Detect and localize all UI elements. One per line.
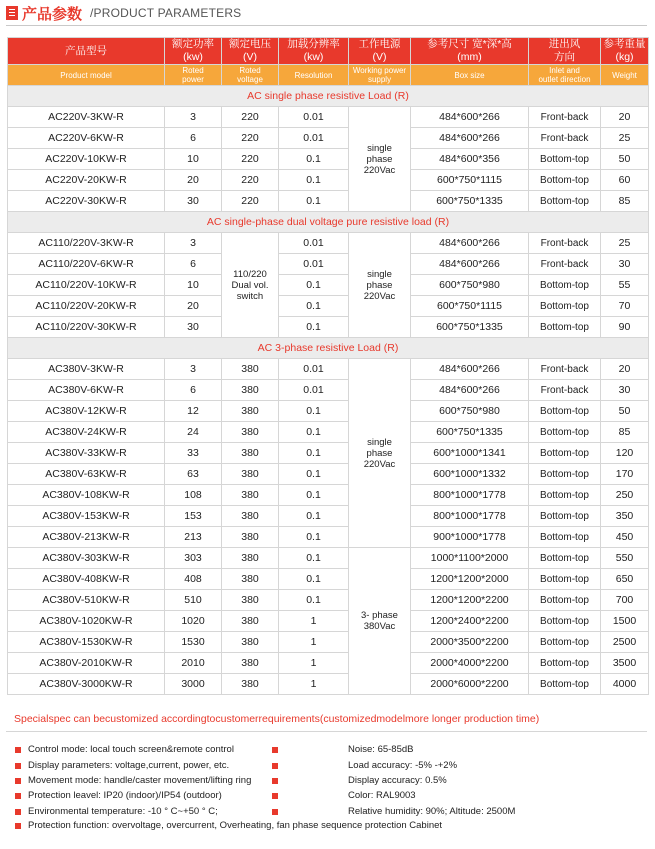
weight-cell: 30 — [601, 254, 649, 275]
table-row — [8, 170, 649, 191]
voltage-cell: 380 — [222, 443, 279, 464]
header-row-en — [8, 65, 649, 86]
bullet-icon — [15, 747, 21, 753]
resolution-cell: 0.1 — [279, 170, 349, 191]
model-cell: AC380V-63KW-R — [8, 464, 165, 485]
col-header-en: Roted power — [165, 65, 222, 86]
model-cell: AC380V-108KW-R — [8, 485, 165, 506]
bullet-icon — [272, 778, 278, 784]
box-size-cell: 600*750*1115 — [411, 296, 529, 317]
direction-cell: Bottom-top — [529, 506, 601, 527]
col-header-cn: 额定电压 (V) — [222, 38, 279, 65]
power-cell: 3000 — [165, 674, 222, 695]
resolution-cell: 0.1 — [279, 464, 349, 485]
supply-label-line: single — [367, 436, 392, 448]
model-cell: AC380V-2010KW-R — [8, 653, 165, 674]
resolution-cell: 0.01 — [279, 359, 349, 380]
voltage-cell: 380 — [222, 422, 279, 443]
voltage-cell: 380 — [222, 632, 279, 653]
resolution-cell: 1 — [279, 611, 349, 632]
resolution-cell: 0.1 — [279, 422, 349, 443]
weight-cell: 2500 — [601, 632, 649, 653]
power-cell: 30 — [165, 317, 222, 338]
resolution-cell: 0.01 — [279, 107, 349, 128]
model-cell: AC220V-3KW-R — [8, 107, 165, 128]
direction-cell: Bottom-top — [529, 296, 601, 317]
power-cell: 1020 — [165, 611, 222, 632]
voltage-cell: 380 — [222, 401, 279, 422]
direction-cell: Bottom-top — [529, 611, 601, 632]
feature-item: Control mode: local touch screen&remote control — [28, 744, 234, 755]
direction-cell: Bottom-top — [529, 674, 601, 695]
direction-cell: Front-back — [529, 233, 601, 254]
table-row — [8, 191, 649, 212]
weight-cell: 60 — [601, 170, 649, 191]
table-row — [8, 443, 649, 464]
voltage-cell: 380 — [222, 653, 279, 674]
power-cell: 1530 — [165, 632, 222, 653]
power-cell: 408 — [165, 569, 222, 590]
power-cell: 108 — [165, 485, 222, 506]
col-header-cn: 参考重量 (kg) — [601, 38, 649, 65]
box-size-cell: 2000*6000*2200 — [411, 674, 529, 695]
weight-cell: 20 — [601, 107, 649, 128]
box-size-cell: 1200*1200*2200 — [411, 590, 529, 611]
resolution-cell: 1 — [279, 674, 349, 695]
section-title: AC single-phase dual voltage pure resistive load (R) — [8, 212, 649, 233]
table-row — [8, 401, 649, 422]
section-title: AC single phase resistive Load (R) — [8, 86, 649, 107]
box-size-cell: 1200*1200*2000 — [411, 569, 529, 590]
weight-cell: 120 — [601, 443, 649, 464]
direction-cell: Bottom-top — [529, 569, 601, 590]
box-size-cell: 484*600*266 — [411, 380, 529, 401]
feature-item: Protection function: overvoltage, overcurrent, Overheating, fan phase sequence protection Cabinet — [28, 820, 443, 831]
supply-merged-cell — [349, 359, 411, 548]
direction-cell: Bottom-top — [529, 149, 601, 170]
resolution-cell: 0.1 — [279, 317, 349, 338]
supply-label-line: Dual vol. — [231, 279, 269, 291]
header-title-cn: 产品参数 — [22, 5, 83, 23]
power-cell: 63 — [165, 464, 222, 485]
table-row — [8, 422, 649, 443]
weight-cell: 700 — [601, 590, 649, 611]
box-size-cell: 484*600*266 — [411, 128, 529, 149]
supply-merged-cell — [349, 548, 411, 695]
table-row — [8, 149, 649, 170]
direction-cell: Front-back — [529, 107, 601, 128]
resolution-cell: 0.01 — [279, 254, 349, 275]
col-header-en: Roted voltage — [222, 65, 279, 86]
direction-cell: Bottom-top — [529, 443, 601, 464]
feature-item: Environmental temperature: -10 ° C~+50 ° C; — [28, 806, 218, 817]
model-cell: AC380V-213KW-R — [8, 527, 165, 548]
resolution-cell: 0.01 — [279, 128, 349, 149]
model-cell: AC380V-408KW-R — [8, 569, 165, 590]
section-row — [8, 86, 649, 107]
direction-cell: Bottom-top — [529, 653, 601, 674]
col-header-cn: 工作电源 (V) — [349, 38, 411, 65]
model-cell: AC220V-30KW-R — [8, 191, 165, 212]
direction-cell: Bottom-top — [529, 401, 601, 422]
supply-label-line: 220Vac — [363, 164, 396, 176]
weight-cell: 25 — [601, 233, 649, 254]
col-header-cn: 参考尺寸 宽*深*高 (mm) — [411, 38, 529, 65]
bullet-icon — [15, 793, 21, 799]
model-cell: AC380V-1530KW-R — [8, 632, 165, 653]
weight-cell: 450 — [601, 527, 649, 548]
box-size-cell: 600*1000*1332 — [411, 464, 529, 485]
table-row — [8, 611, 649, 632]
supply-label-line: switch — [236, 290, 264, 302]
power-cell: 12 — [165, 401, 222, 422]
table-row — [8, 653, 649, 674]
direction-cell: Bottom-top — [529, 422, 601, 443]
direction-cell: Bottom-top — [529, 170, 601, 191]
resolution-cell: 0.1 — [279, 149, 349, 170]
direction-cell: Front-back — [529, 380, 601, 401]
model-cell: AC380V-12KW-R — [8, 401, 165, 422]
resolution-cell: 0.1 — [279, 443, 349, 464]
weight-cell: 20 — [601, 359, 649, 380]
direction-cell: Bottom-top — [529, 485, 601, 506]
supply-label-line: phase — [366, 153, 393, 165]
model-cell: AC380V-303KW-R — [8, 548, 165, 569]
bullet-icon — [15, 809, 21, 815]
table-row — [8, 254, 649, 275]
voltage-cell: 380 — [222, 548, 279, 569]
box-size-cell: 600*750*980 — [411, 401, 529, 422]
table-row — [8, 485, 649, 506]
weight-cell: 30 — [601, 380, 649, 401]
weight-cell: 85 — [601, 191, 649, 212]
table-row — [8, 527, 649, 548]
resolution-cell: 0.1 — [279, 527, 349, 548]
table-row — [8, 107, 649, 128]
power-cell: 3 — [165, 107, 222, 128]
box-size-cell: 484*600*266 — [411, 107, 529, 128]
power-cell: 20 — [165, 170, 222, 191]
bullet-icon — [272, 747, 278, 753]
direction-cell: Front-back — [529, 128, 601, 149]
voltage-cell: 220 — [222, 191, 279, 212]
table-row — [8, 548, 649, 569]
resolution-cell: 1 — [279, 632, 349, 653]
weight-cell: 250 — [601, 485, 649, 506]
direction-cell: Bottom-top — [529, 191, 601, 212]
direction-cell: Bottom-top — [529, 464, 601, 485]
resolution-cell: 0.1 — [279, 296, 349, 317]
resolution-cell: 0.1 — [279, 590, 349, 611]
direction-cell: Bottom-top — [529, 317, 601, 338]
box-size-cell: 600*750*1335 — [411, 317, 529, 338]
col-header-cn: 加载分辨率 (kw) — [279, 38, 349, 65]
voltage-cell: 380 — [222, 506, 279, 527]
model-cell: AC380V-3KW-R — [8, 359, 165, 380]
box-size-cell: 900*1000*1778 — [411, 527, 529, 548]
supply-label-line: 220Vac — [363, 458, 396, 470]
table-row — [8, 590, 649, 611]
bullet-icon — [15, 823, 21, 829]
direction-cell: Bottom-top — [529, 527, 601, 548]
weight-cell: 85 — [601, 422, 649, 443]
feature-item: Movement mode: handle/caster movement/lifting ring — [28, 775, 252, 786]
box-size-cell: 2000*3500*2200 — [411, 632, 529, 653]
power-cell: 20 — [165, 296, 222, 317]
resolution-cell: 0.1 — [279, 569, 349, 590]
box-size-cell: 484*600*356 — [411, 149, 529, 170]
power-cell: 213 — [165, 527, 222, 548]
voltage-merged-cell — [222, 233, 279, 338]
model-cell: AC380V-24KW-R — [8, 422, 165, 443]
model-cell: AC220V-20KW-R — [8, 170, 165, 191]
direction-cell: Front-back — [529, 359, 601, 380]
power-cell: 6 — [165, 254, 222, 275]
power-cell: 303 — [165, 548, 222, 569]
bullet-icon — [15, 763, 21, 769]
feature-item: Display parameters: voltage,current, power, etc. — [28, 760, 230, 771]
voltage-cell: 220 — [222, 149, 279, 170]
box-size-cell: 484*600*266 — [411, 254, 529, 275]
header-divider — [6, 25, 647, 26]
resolution-cell: 0.1 — [279, 275, 349, 296]
weight-cell: 50 — [601, 149, 649, 170]
box-size-cell: 484*600*266 — [411, 233, 529, 254]
voltage-cell: 380 — [222, 527, 279, 548]
resolution-cell: 0.1 — [279, 506, 349, 527]
table-row — [8, 506, 649, 527]
direction-cell: Front-back — [529, 254, 601, 275]
voltage-cell: 380 — [222, 485, 279, 506]
table-row — [8, 359, 649, 380]
col-header-en: Working power supply — [349, 65, 411, 86]
supply-label-line: 3- phase — [361, 610, 398, 621]
weight-cell: 350 — [601, 506, 649, 527]
col-header-en: Product model — [8, 65, 165, 86]
product-parameters-table — [7, 37, 649, 695]
supply-label-line: single — [367, 268, 392, 280]
box-size-cell: 1000*1100*2000 — [411, 548, 529, 569]
weight-cell: 550 — [601, 548, 649, 569]
bullet-icon — [272, 809, 278, 815]
power-cell: 6 — [165, 380, 222, 401]
resolution-cell: 0.01 — [279, 380, 349, 401]
weight-cell: 4000 — [601, 674, 649, 695]
supply-label-line: phase — [366, 279, 393, 291]
resolution-cell: 1 — [279, 653, 349, 674]
table-row — [8, 464, 649, 485]
table-row — [8, 317, 649, 338]
weight-cell: 650 — [601, 569, 649, 590]
voltage-cell: 220 — [222, 128, 279, 149]
box-size-cell: 1200*2400*2200 — [411, 611, 529, 632]
model-cell: AC380V-153KW-R — [8, 506, 165, 527]
supply-label-line: 380Vac — [363, 621, 396, 632]
table-row — [8, 674, 649, 695]
voltage-cell: 380 — [222, 464, 279, 485]
table-row — [8, 296, 649, 317]
section-header — [6, 3, 241, 23]
feature-item: Relative humidity: 90%; Altitude: 2500M — [348, 806, 516, 817]
voltage-cell: 380 — [222, 380, 279, 401]
power-cell: 6 — [165, 128, 222, 149]
box-size-cell: 600*750*1335 — [411, 422, 529, 443]
model-cell: AC110/220V-20KW-R — [8, 296, 165, 317]
section-title: AC 3-phase resistive Load (R) — [8, 338, 649, 359]
table-row — [8, 380, 649, 401]
direction-cell: Bottom-top — [529, 548, 601, 569]
feature-item: Noise: 65-85dB — [348, 744, 414, 755]
model-cell: AC110/220V-30KW-R — [8, 317, 165, 338]
model-cell: AC110/220V-3KW-R — [8, 233, 165, 254]
voltage-cell: 380 — [222, 569, 279, 590]
weight-cell: 50 — [601, 401, 649, 422]
weight-cell: 90 — [601, 317, 649, 338]
power-cell: 10 — [165, 149, 222, 170]
resolution-cell: 0.01 — [279, 233, 349, 254]
weight-cell: 55 — [601, 275, 649, 296]
supply-label-line: 110/220 — [233, 268, 267, 280]
resolution-cell: 0.1 — [279, 548, 349, 569]
box-size-cell: 2000*4000*2200 — [411, 653, 529, 674]
bullet-icon — [272, 793, 278, 799]
col-header-en: Box size — [411, 65, 529, 86]
box-size-cell: 600*750*1335 — [411, 191, 529, 212]
feature-item: Load accuracy: -5% -+2% — [348, 760, 458, 771]
direction-cell: Bottom-top — [529, 275, 601, 296]
model-cell: AC110/220V-10KW-R — [8, 275, 165, 296]
supply-merged-cell — [349, 107, 411, 212]
table-row — [8, 233, 649, 254]
table-row — [8, 275, 649, 296]
power-cell: 510 — [165, 590, 222, 611]
feature-item: Color: RAL9003 — [348, 790, 416, 801]
bullet-icon — [272, 763, 278, 769]
voltage-cell: 380 — [222, 359, 279, 380]
resolution-cell: 0.1 — [279, 485, 349, 506]
model-cell: AC380V-3000KW-R — [8, 674, 165, 695]
box-size-cell: 800*1000*1778 — [411, 506, 529, 527]
header-row-cn — [8, 38, 649, 65]
direction-cell: Bottom-top — [529, 590, 601, 611]
feature-item: Display accuracy: 0.5% — [348, 775, 447, 786]
box-size-cell: 600*1000*1341 — [411, 443, 529, 464]
model-cell: AC380V-510KW-R — [8, 590, 165, 611]
col-header-en: Weight — [601, 65, 649, 86]
weight-cell: 3500 — [601, 653, 649, 674]
voltage-cell: 380 — [222, 674, 279, 695]
box-size-cell: 484*600*266 — [411, 359, 529, 380]
voltage-cell: 220 — [222, 170, 279, 191]
supply-label-line: phase — [366, 447, 393, 459]
section-row — [8, 338, 649, 359]
power-cell: 10 — [165, 275, 222, 296]
customization-note: Specialspec can becustomized accordingtocustomerrequirements(customizedmodelmore longer production time) — [14, 713, 540, 725]
model-cell: AC380V-6KW-R — [8, 380, 165, 401]
bullet-icon — [15, 778, 21, 784]
model-cell: AC110/220V-6KW-R — [8, 254, 165, 275]
table-row — [8, 569, 649, 590]
voltage-cell: 380 — [222, 590, 279, 611]
model-cell: AC380V-1020KW-R — [8, 611, 165, 632]
weight-cell: 25 — [601, 128, 649, 149]
col-header-en: Inlet and outlet direction — [529, 65, 601, 86]
supply-label-line: single — [367, 142, 392, 154]
supply-merged-cell — [349, 233, 411, 338]
col-header-cn: 产品型号 — [8, 38, 165, 65]
voltage-cell: 380 — [222, 611, 279, 632]
power-cell: 30 — [165, 191, 222, 212]
weight-cell: 70 — [601, 296, 649, 317]
header-title-en: /PRODUCT PARAMETERS — [90, 6, 242, 20]
table-row — [8, 128, 649, 149]
feature-item: Protection leavel: IP20 (indoor)/IP54 (outdoor) — [28, 790, 222, 801]
power-cell: 33 — [165, 443, 222, 464]
model-cell: AC220V-10KW-R — [8, 149, 165, 170]
power-cell: 153 — [165, 506, 222, 527]
box-size-cell: 800*1000*1778 — [411, 485, 529, 506]
power-cell: 3 — [165, 233, 222, 254]
col-header-en: Resolution — [279, 65, 349, 86]
box-size-cell: 600*750*1115 — [411, 170, 529, 191]
table-row — [8, 632, 649, 653]
document-icon — [6, 6, 18, 20]
model-cell: AC380V-33KW-R — [8, 443, 165, 464]
section-row — [8, 212, 649, 233]
power-cell: 3 — [165, 359, 222, 380]
weight-cell: 170 — [601, 464, 649, 485]
col-header-cn: 额定功率 (kw) — [165, 38, 222, 65]
power-cell: 24 — [165, 422, 222, 443]
weight-cell: 1500 — [601, 611, 649, 632]
col-header-cn: 进出风 方向 — [529, 38, 601, 65]
model-cell: AC220V-6KW-R — [8, 128, 165, 149]
supply-label-line: 220Vac — [363, 290, 396, 302]
resolution-cell: 0.1 — [279, 401, 349, 422]
note-divider — [6, 731, 647, 732]
direction-cell: Bottom-top — [529, 632, 601, 653]
power-cell: 2010 — [165, 653, 222, 674]
resolution-cell: 0.1 — [279, 191, 349, 212]
box-size-cell: 600*750*980 — [411, 275, 529, 296]
voltage-cell: 220 — [222, 107, 279, 128]
